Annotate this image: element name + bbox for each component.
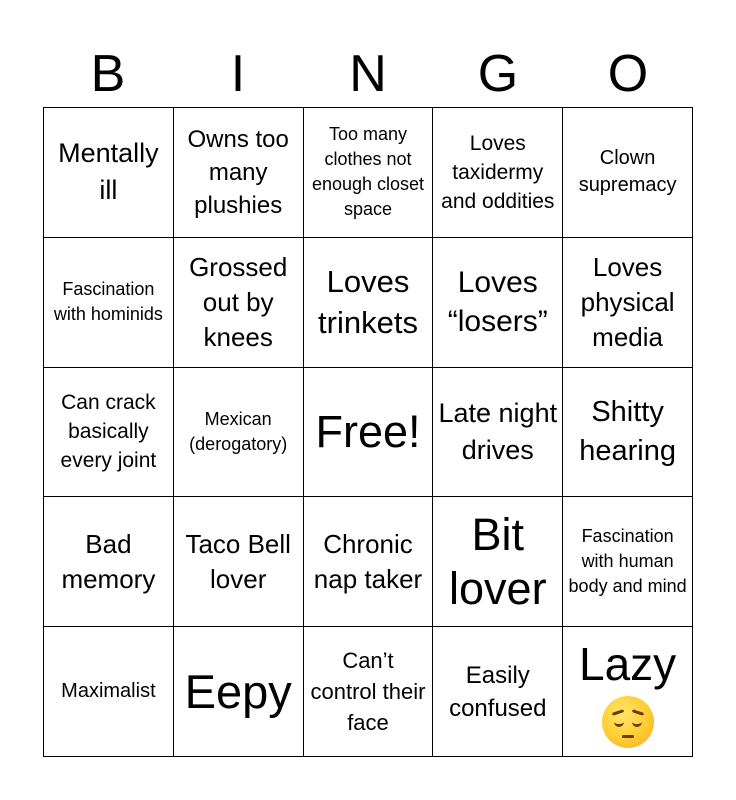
- bingo-cell[interactable]: [44, 497, 174, 627]
- bingo-cell-text: Can crack basically every joint: [60, 391, 157, 473]
- bingo-cell[interactable]: [433, 108, 563, 238]
- header-letter-o: O: [607, 45, 649, 103]
- bingo-cell-text: Bit lover: [449, 508, 547, 614]
- bingo-cell[interactable]: [304, 108, 434, 238]
- bingo-cell[interactable]: [563, 108, 693, 238]
- bingo-cell-text: Clown supremacy: [578, 147, 677, 197]
- bingo-cell-text: Taco Bell lover: [185, 528, 291, 594]
- bingo-cell-text: Bad memory: [61, 528, 156, 594]
- bingo-cell-text: Late night drives: [438, 397, 558, 465]
- bingo-cell[interactable]: [44, 627, 174, 757]
- bingo-cell[interactable]: [433, 497, 563, 627]
- bingo-cell[interactable]: [44, 368, 174, 498]
- bingo-header: [43, 44, 693, 104]
- bingo-cell-text: Loves physical media: [580, 251, 675, 352]
- header-letter-i: I: [230, 45, 246, 103]
- bingo-cell-text: Easily confused: [449, 661, 547, 722]
- bingo-cell[interactable]: [563, 238, 693, 368]
- bingo-cell-text: Mexican (derogatory): [189, 408, 288, 454]
- bingo-cell[interactable]: [174, 238, 304, 368]
- bingo-cell-text: Free!: [315, 405, 421, 457]
- bingo-cell-text: Grossed out by knees: [189, 251, 288, 352]
- bingo-cell[interactable]: [44, 108, 174, 238]
- bingo-cell-text: Shitty hearing: [579, 395, 676, 467]
- bingo-cell[interactable]: [174, 108, 304, 238]
- bingo-cell[interactable]: [174, 368, 304, 498]
- bingo-cell[interactable]: [304, 238, 434, 368]
- bingo-cell-text: Lazy: [579, 637, 677, 690]
- bingo-cell-text: Owns too many plushies: [187, 125, 289, 219]
- bingo-cell[interactable]: [433, 238, 563, 368]
- pensive-face-icon: [602, 696, 654, 748]
- header-letter-n: N: [349, 45, 387, 103]
- bingo-cell[interactable]: [563, 497, 693, 627]
- bingo-cell-text: Eepy: [184, 664, 292, 718]
- bingo-cell-text: Fascination with hominids: [53, 279, 163, 325]
- bingo-cell[interactable]: [304, 368, 434, 498]
- bingo-cell[interactable]: [304, 627, 434, 757]
- bingo-cell-text: Can’t control their face: [310, 648, 426, 736]
- bingo-cell-text: Chronic nap taker: [313, 528, 423, 594]
- header-letter-g: G: [477, 45, 519, 103]
- bingo-cell[interactable]: [433, 627, 563, 757]
- bingo-cell-text: Fascination with human body and mind: [568, 526, 687, 597]
- bingo-cell[interactable]: [174, 627, 304, 757]
- bingo-cell-text: Too many clothes not enough closet space: [311, 124, 425, 220]
- bingo-cell-text: Maximalist: [61, 680, 156, 703]
- bingo-cell[interactable]: [563, 627, 693, 757]
- bingo-cell[interactable]: [563, 368, 693, 498]
- bingo-grid: [43, 107, 693, 757]
- header-letter-b: B: [90, 45, 126, 103]
- bingo-cell-text: Loves “losers”: [447, 266, 548, 339]
- bingo-cell-text: Loves trinkets: [318, 264, 418, 341]
- bingo-cell[interactable]: [174, 497, 304, 627]
- bingo-cell[interactable]: [44, 238, 174, 368]
- bingo-cell-text: Loves taxidermy and oddities: [441, 131, 555, 213]
- bingo-cell-text: Mentally ill: [58, 138, 159, 206]
- bingo-cell[interactable]: [304, 497, 434, 627]
- bingo-cell[interactable]: [433, 368, 563, 498]
